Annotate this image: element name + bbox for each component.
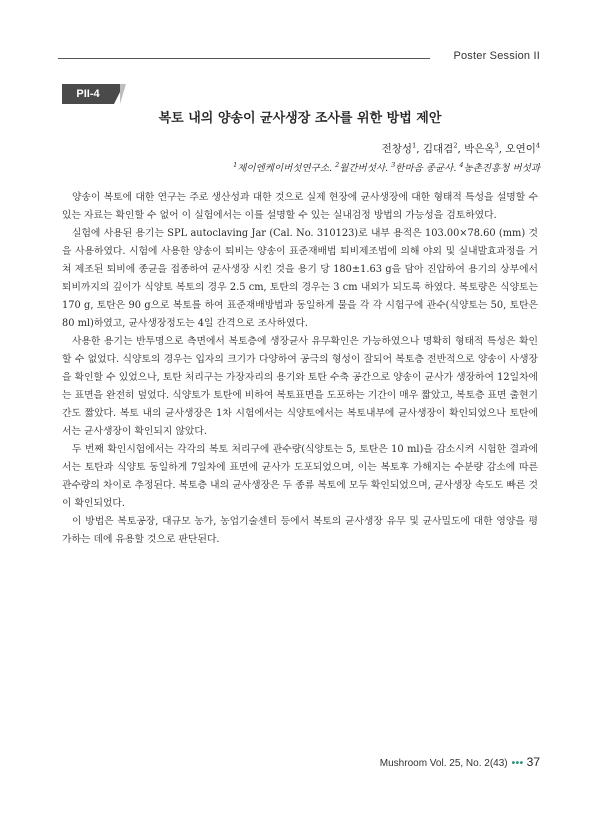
abstract-body bbox=[62, 189, 538, 549]
paragraph-methods: 실험에 사용된 용기는 SPL autoclaving Jar (Cal. No. 310123)로 내부 용적은 103.00×78.60 (mm) 것을 사용하였다. 시험에 사용한 양송이 퇴비는 양송이 표준재배법 퇴비제조법에 의해 야외 및 실내발효과정을 거쳐 제조된 퇴비에 종균을 접종하여 균사생장 시킨 것을 용기 당 180±1.63 g을 담아 진압하여 용기의 상부에서 퇴비까지의 깊이가 식양토 복토의 경우 2.5 cm, 토탄의 경우는 3 cm 내외가 되도록 하였다. 복토량은 식양토는 170 g, 토탄은 90 g으로 복토를 하여 표준재배방법과 동일하게 물을 각 각 시험구에 관수(식양토는 50, 토탄은 80 ml)하였고, 균사생장정도는 4일 간격으로 조사하였다. bbox=[62, 228, 538, 329]
session-tag-label: PII-4 bbox=[76, 88, 100, 100]
author-name: 전창성 bbox=[381, 143, 413, 155]
paragraph-results-first-trial: 사용한 용기는 반투명으로 측면에서 복토층에 생장균사 유무확인은 가능하였으나 명확히 형태적 특성은 확인할 수 없었다. 식양토의 경우는 입자의 크기가 다양하여 공극의 형성이 잘되어 복토층 전반적으로 양송이 사생장을 확인할 수 있었으나, 토탄 처리구는 가장자리의 용기와 토탄 수축 공간으로 양송이 균사가 생장하여 12일차에는 표면을 완전히 덮었다. 식양토가 토탄에 비하여 복토표면을 도포하는 기간이 매우 짧았고, 복토층 표면 출현기간도 짧았다. 복토 내의 균사생장은 1차 시험에서는 식양토에서는 복토내부에 균사생장이 확인되었으나 토탄에서는 균사생장이 확인되지 않았다. bbox=[62, 336, 538, 437]
paragraph-results-second-trial: 두 번째 확인시험에서는 각각의 복토 처리구에 관수량(식양토는 5, 토탄은 10 ml)을 감소시켜 시험한 결과에서는 토탄과 식양토 동일하게 7일차에 표면에 균사가 도포되었으며, 이는 복토후 가해지는 수분량 감소에 따른 관수량의 차이로 추정된다. 복토층 내의 균사생장은 두 종류 복토에 모두 확인되었으며, 균사생장 속도도 빠른 것이 확인되었다. bbox=[62, 444, 538, 509]
author-name: 김대겸 bbox=[422, 143, 454, 155]
affiliation-list bbox=[233, 160, 540, 174]
section-label: Poster Session II bbox=[453, 50, 540, 62]
author-name: 오연이 bbox=[505, 143, 536, 155]
author-separator: , bbox=[498, 143, 506, 155]
affiliation-mark: 2 bbox=[335, 160, 340, 169]
affiliation-text: 농촌진흥청 버섯과 bbox=[463, 163, 540, 174]
affiliation-mark: 3 bbox=[391, 160, 396, 169]
author-affiliation-mark: 4 bbox=[535, 141, 540, 150]
page-footer bbox=[380, 755, 540, 769]
author-affiliation-mark: 1 bbox=[412, 141, 417, 150]
header-rule bbox=[58, 58, 430, 59]
author-list bbox=[382, 141, 540, 156]
paragraph-conclusion: 이 방법은 복토공장, 대규모 농가, 농업기술센터 등에서 복토의 균사생장 유무 및 균사밀도에 대한 영양을 평가하는 데에 유용할 것으로 판단된다. bbox=[62, 516, 538, 545]
affiliation-mark: 4 bbox=[459, 160, 464, 169]
paragraph-introduction: 양송이 복토에 대한 연구는 주로 생산성과 대한 것으로 실제 현장에 균사생장에 대한 형태적 특성을 설명할 수 있는 자료는 확인할 수 없어 이 실험에서는 이를 설명할 수 있는 실내검정 방법의 가능성을 검토하였다. bbox=[62, 192, 538, 221]
session-tag-stripe bbox=[120, 84, 126, 104]
affiliation-mark: 1 bbox=[233, 160, 238, 169]
author-separator: , bbox=[457, 143, 465, 155]
session-tag bbox=[62, 84, 122, 104]
footer-dots: ••• bbox=[511, 758, 524, 769]
page-title: 복토 내의 양송이 균사생장 조사를 위한 방법 제안 bbox=[158, 111, 442, 126]
author-name: 박은옥 bbox=[464, 143, 495, 155]
page-number: 37 bbox=[526, 755, 540, 769]
affiliation-text: 월간버섯사. bbox=[339, 163, 389, 174]
affiliation-text: 한마음 종균사. bbox=[395, 163, 457, 174]
journal-citation: Mushroom Vol. 25, No. 2(43) bbox=[379, 758, 508, 769]
affiliation-text: 제이엔케이버섯연구소. bbox=[237, 163, 333, 174]
author-affiliation-mark: 2 bbox=[453, 141, 458, 150]
author-affiliation-mark: 3 bbox=[494, 141, 499, 150]
author-separator: , bbox=[416, 143, 423, 155]
